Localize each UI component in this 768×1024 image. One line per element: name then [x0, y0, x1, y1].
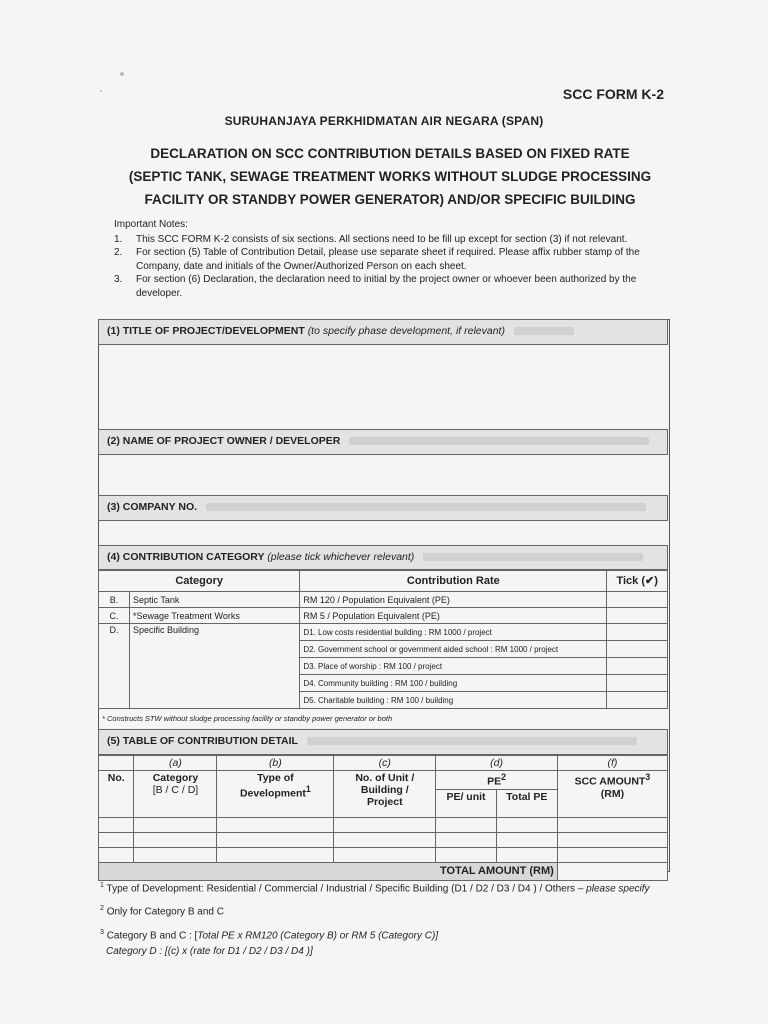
table-row — [99, 624, 668, 641]
section-1-label: (1) TITLE OF PROJECT/DEVELOPMENT — [107, 325, 305, 337]
footnote-text: Type of Development: Residential / Commercial / Industrial / Specific Building (D1 / D2 / D3 / D4 ) / Others – — [106, 883, 587, 895]
note-number: 3. — [114, 274, 123, 285]
table-row — [99, 817, 668, 832]
cell[interactable] — [217, 847, 334, 862]
scan-speck — [120, 72, 124, 76]
footnote-em: please specify — [586, 883, 650, 895]
important-notes — [114, 218, 674, 300]
header-scc-text: SCC AMOUNT — [574, 775, 646, 788]
header-category-sub: [B / C / D] — [152, 784, 199, 796]
form-number: SCC FORM K-2 — [562, 86, 664, 102]
tick-cell-d1[interactable] — [607, 624, 668, 641]
table-row — [99, 608, 668, 624]
footnote-text: Category B and C : [ — [106, 929, 198, 941]
letter-cell: (a) — [134, 756, 217, 771]
section-4-header — [98, 545, 668, 571]
note-item — [114, 246, 674, 273]
section-5-label: (5) TABLE OF CONTRIBUTION DETAIL — [107, 735, 298, 747]
notes-heading: Important Notes: — [114, 219, 188, 230]
note-text: For section (6) Declaration, the declaration need to initial by the project owner or whoever been authorized by the developer. — [136, 274, 637, 299]
section-4-label: (4) CONTRIBUTION CATEGORY — [107, 551, 265, 563]
cell[interactable] — [496, 847, 557, 862]
header-units — [334, 771, 436, 818]
header-rate: Contribution Rate — [300, 570, 607, 592]
footnotes — [100, 878, 680, 960]
contribution-detail-table — [98, 755, 668, 881]
header-no: No. — [99, 771, 134, 818]
table-row — [99, 832, 668, 847]
section-1-header — [98, 319, 668, 345]
section-3-header — [98, 495, 668, 521]
redacted-text — [206, 503, 646, 511]
row-code: B. — [99, 592, 130, 608]
cell[interactable] — [134, 847, 217, 862]
header-pe-text: PE — [487, 775, 502, 788]
note-item — [114, 233, 674, 247]
header-row — [99, 771, 668, 790]
row-rate: D2. Government school or government aided school : RM 1000 / project — [300, 641, 607, 658]
note-item — [114, 273, 674, 300]
note-number: 2. — [114, 247, 123, 258]
section-2-label: (2) NAME OF PROJECT OWNER / DEVELOPER — [107, 435, 341, 447]
company-no-field[interactable] — [98, 521, 668, 545]
row-rate: RM 120 / Population Equivalent (PE) — [300, 592, 607, 608]
row-category: *Sewage Treatment Works — [130, 608, 300, 624]
row-category: Septic Tank — [130, 592, 300, 608]
redacted-text — [423, 553, 643, 561]
footnote-text: Only for Category B and C — [106, 906, 224, 918]
cell[interactable] — [334, 832, 436, 847]
total-amount-label: TOTAL AMOUNT (RM) — [99, 862, 558, 880]
letter-cell: (b) — [217, 756, 334, 771]
cell[interactable] — [436, 832, 496, 847]
cell[interactable] — [99, 817, 134, 832]
tick-cell-d3[interactable] — [607, 658, 668, 675]
cell[interactable] — [557, 847, 667, 862]
cell[interactable] — [436, 847, 496, 862]
row-code: C. — [99, 608, 130, 624]
cell[interactable] — [217, 832, 334, 847]
header-pe — [436, 771, 558, 790]
header-scc — [557, 771, 667, 818]
header-scc-sup: 3 — [645, 772, 651, 782]
header-total-pe: Total PE — [496, 789, 557, 817]
redacted-text — [307, 737, 637, 745]
cell[interactable] — [334, 817, 436, 832]
category-footnote: * Constructs STW without sludge processing facility or standby power generator or both — [102, 714, 393, 723]
letter-cell — [99, 756, 134, 771]
row-rate: D5. Charitable building : RM 100 / building — [300, 692, 607, 709]
header-category-text: Category — [152, 772, 199, 784]
cell[interactable] — [99, 847, 134, 862]
footnote-sup: 1 — [100, 882, 104, 889]
footnote-3-line2: Category D : [(c) x (rate for D1 / D2 / D3 / D4 )] — [106, 945, 313, 957]
category-table — [98, 569, 668, 709]
footnote-1 — [100, 878, 680, 897]
note-text: This SCC FORM K-2 consists of six sections. All sections need to be fill up except for section (3) if not relevant. — [136, 233, 628, 245]
title-line: FACILITY OR STANDBY POWER GENERATOR) AND/OR SPECIFIC BUILDING — [144, 192, 636, 207]
title-line: DECLARATION ON SCC CONTRIBUTION DETAILS BASED ON FIXED RATE — [150, 146, 630, 161]
cell[interactable] — [557, 832, 667, 847]
tick-cell-d5[interactable] — [607, 692, 668, 709]
cell[interactable] — [334, 847, 436, 862]
section-5-header — [98, 729, 668, 755]
section-2-header — [98, 429, 668, 455]
letter-cell: (f) — [557, 756, 667, 771]
header-units-text3: Project — [366, 796, 403, 808]
form-title — [90, 142, 690, 211]
scan-speck — [100, 90, 102, 92]
footnote-sup: 3 — [100, 928, 104, 936]
header-type-text2: Development — [239, 787, 306, 800]
cell[interactable] — [134, 832, 217, 847]
header-type-text: Type of — [257, 772, 294, 784]
tick-cell-b[interactable] — [607, 592, 668, 608]
tick-cell-c[interactable] — [607, 608, 668, 624]
title-line: (SEPTIC TANK, SEWAGE TREATMENT WORKS WITHOUT SLUDGE PROCESSING — [128, 169, 652, 184]
footnote-em: Total PE x RM120 (Category B) or RM 5 (Category C)] — [197, 929, 439, 941]
cell[interactable] — [496, 817, 557, 832]
row-rate: RM 5 / Population Equivalent (PE) — [300, 608, 607, 624]
header-type-sup: 1 — [305, 784, 311, 794]
header-tick: Tick (✔) — [607, 570, 668, 592]
project-title-field[interactable] — [98, 345, 668, 429]
tick-cell-d2[interactable] — [607, 641, 668, 658]
section-4-hint: (please tick whichever relevant) — [267, 551, 415, 563]
letter-cell: (c) — [334, 756, 436, 771]
owner-name-field[interactable] — [98, 455, 668, 495]
cell[interactable] — [134, 817, 217, 832]
section-3-label: (3) COMPANY NO. — [107, 501, 198, 513]
header-pe-unit: PE/ unit — [436, 789, 496, 817]
header-scc-text2: (RM) — [600, 787, 625, 800]
header-units-text2: Building / — [360, 784, 409, 796]
row-category: Specific Building — [130, 624, 300, 709]
header-units-text: No. of Unit / — [355, 772, 415, 784]
row-rate: D1. Low costs residential building : RM 1000 / project — [300, 624, 607, 641]
cell[interactable] — [217, 817, 334, 832]
redacted-text — [349, 437, 649, 445]
footnote-2 — [100, 901, 680, 920]
cell[interactable] — [496, 832, 557, 847]
letter-row — [99, 756, 668, 771]
table-row — [99, 847, 668, 862]
header-category: Category — [99, 570, 300, 592]
header-type — [217, 771, 334, 818]
note-text: For section (5) Table of Contribution Detail, please use separate sheet if required. Please affix rubber stamp of the Company, date and initials of the Owner/Authorized Person on each sheet. — [136, 247, 640, 272]
row-code: D. — [99, 624, 130, 709]
note-number: 1. — [114, 233, 123, 245]
cell[interactable] — [557, 817, 667, 832]
table-header-row — [99, 570, 668, 592]
row-rate: D3. Place of worship : RM 100 / project — [300, 658, 607, 675]
table-row — [99, 592, 668, 608]
footnote-3 — [100, 925, 680, 944]
letter-cell: (d) — [436, 756, 558, 771]
row-rate: D4. Community building : RM 100 / building — [300, 675, 607, 692]
redacted-text — [514, 327, 574, 335]
footnote-sup: 2 — [100, 905, 104, 913]
section-1-hint: (to specify phase development, if relevant) — [307, 325, 505, 337]
header-category — [134, 771, 217, 818]
cell[interactable] — [99, 832, 134, 847]
agency-name: SURUHANJAYA PERKHIDMATAN AIR NEGARA (SPAN) — [224, 114, 544, 128]
tick-cell-d4[interactable] — [607, 675, 668, 692]
cell[interactable] — [436, 817, 496, 832]
header-pe-sup: 2 — [501, 772, 506, 782]
